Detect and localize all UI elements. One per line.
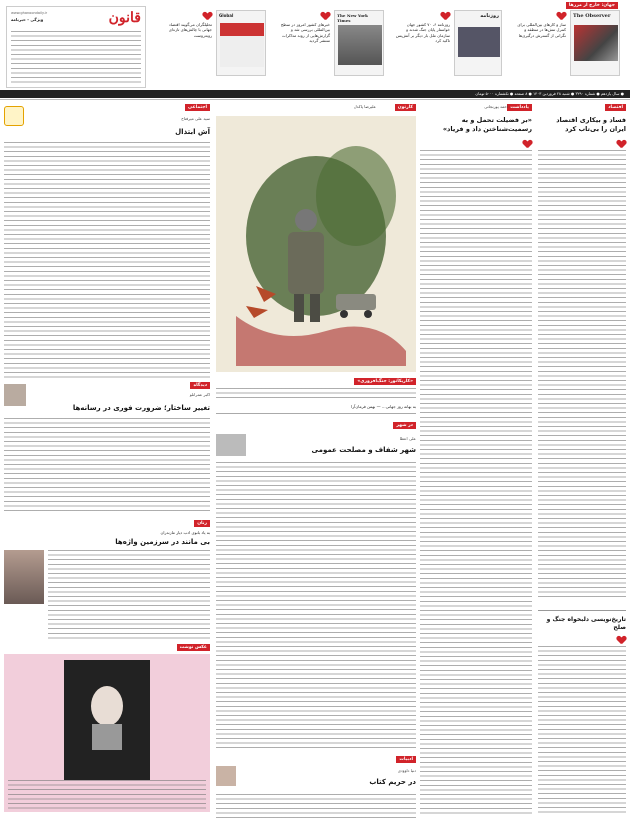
- press-review-tag: جهان: خارج از مرزها: [566, 2, 618, 9]
- article-title[interactable]: شهر شفاف و مصلحت عمومی: [311, 446, 416, 454]
- press-text: روزنامه ۶، ۷۰ کشور جهان خواستار پایان جنگ شدند و سازمان ملل بار دیگر بر آتش‌بس تاکید کرد: [395, 22, 450, 44]
- quote-heart-icon: [557, 12, 566, 20]
- press-item[interactable]: [392, 10, 502, 86]
- press-item[interactable]: [274, 10, 384, 86]
- bag-icon: [4, 106, 24, 126]
- section-tag: در شهر: [393, 422, 416, 429]
- masthead-thumbnail: [6, 6, 146, 88]
- caption-text: [216, 388, 416, 398]
- author-photo: [4, 384, 26, 406]
- issue-line: ● سال یازدهم ● شماره ۳۲۹۰ ● شنبه ۲۸ فروردین ۱۴۰۳ ● ۸ صفحه ● تکشماره ۵۰۰۰ تومان: [475, 91, 624, 96]
- author-name: سید علی میرفتاح: [181, 116, 210, 121]
- article-title[interactable]: «بر فضیلت تحمل و به رسمیت‌شناختن داد و فریاد»: [442, 116, 532, 133]
- quote-heart-icon: [441, 12, 450, 20]
- author-name: احمد پورنجاتی: [484, 104, 508, 109]
- center-column: [216, 104, 416, 816]
- author-name: اکبر عمرانلو: [189, 392, 210, 397]
- article-body: [216, 462, 416, 752]
- press-item[interactable]: [160, 10, 266, 86]
- press-text: خبرهای کشور امروز در سطح بین‌المللی بررسی شد و گزارش‌هایی از روند مذاکرات منتشر گردید: [280, 22, 330, 44]
- newspaper-thumbnail: روزنامه: [454, 10, 502, 76]
- left-column: [4, 104, 210, 816]
- article-body: [4, 418, 210, 514]
- article-title[interactable]: فساد و بیکاری اقتصاد ایران را بی‌تاب کرد: [556, 116, 626, 133]
- economy-column: [538, 104, 626, 816]
- section-tag: یادداشت: [507, 104, 532, 111]
- section-tag: دیدگاه: [190, 382, 210, 389]
- quote-heart-icon: [321, 12, 330, 20]
- article-body: [420, 150, 532, 814]
- author-photo: [216, 434, 246, 456]
- newspaper-thumbnail: The Observer: [570, 10, 620, 76]
- site-url: www.ghanoondaily.ir: [11, 11, 48, 15]
- article-title[interactable]: در حریم کتاب: [369, 778, 416, 786]
- press-item[interactable]: [510, 10, 620, 86]
- press-thumbs: [160, 10, 620, 88]
- portrait-photo: [4, 550, 44, 604]
- masthead-text: [11, 31, 141, 85]
- divider: [538, 610, 626, 611]
- quote-heart-icon: [523, 140, 532, 148]
- quote-heart-icon: [617, 636, 626, 644]
- press-text: تحلیلگران می‌گویند اقتصاد جهانی با چالش‌های تازه‌ای روبه‌روست: [168, 22, 212, 38]
- article-body: [48, 550, 210, 640]
- quote-heart-icon: [617, 140, 626, 148]
- article-kicker: به یاد بانوی ادب دیار مازندران: [160, 530, 210, 535]
- newspaper-thumbnail: Global: [216, 10, 266, 76]
- masthead-logo: قانون: [108, 10, 141, 26]
- author-name: دنیا داوودی: [397, 768, 416, 773]
- newspaper-thumbnail: The New York Times: [334, 10, 384, 76]
- section-tag: «کاریکاتور: جنگ‌افروزی»: [354, 378, 416, 385]
- section-tag: کارتون: [395, 104, 416, 111]
- article-body: [216, 794, 416, 820]
- author-name: علی اعطا: [399, 436, 416, 441]
- article-body: [538, 150, 626, 600]
- editorial-column: [420, 104, 532, 816]
- article-title[interactable]: بی مانند در سرزمین واژه‌ها: [115, 538, 210, 546]
- article-body: [4, 142, 210, 378]
- author-photo: [216, 766, 236, 786]
- edition-label: ویژگی - خبرنامه: [11, 17, 44, 22]
- section-tag: اقتصاد: [605, 104, 626, 111]
- article-title[interactable]: تاریخ‌نویسی دلبخواه جنگ و صلح: [546, 616, 626, 632]
- quote-heart-icon: [203, 12, 212, 20]
- cartoon-image: [216, 116, 416, 372]
- press-review-strip: [0, 0, 630, 100]
- article-body: [538, 646, 626, 814]
- press-text: ساز و کارهای بین‌المللی برای کنترل تنش‌ها در منطقه و نگرانی از گسترش درگیری‌ها: [517, 22, 566, 38]
- photo-essay-image: [4, 654, 210, 812]
- section-tag: عکس نوشت: [177, 644, 210, 651]
- caption-credit-row: به بهانه روز جهانی... — بهمن فرمان‌آرا: [216, 404, 416, 414]
- article-title[interactable]: آش ابتذال: [175, 128, 210, 136]
- section-tag: زنان: [194, 520, 210, 527]
- section-tag: ادبیات: [396, 756, 416, 763]
- author-name: علیرضا پاکدل: [353, 104, 376, 109]
- article-title[interactable]: تغییر ساختار؛ ضرورت فوری در رسانه‌ها: [72, 404, 210, 412]
- issue-bar: [0, 90, 630, 98]
- section-tag: اجتماعی: [185, 104, 210, 111]
